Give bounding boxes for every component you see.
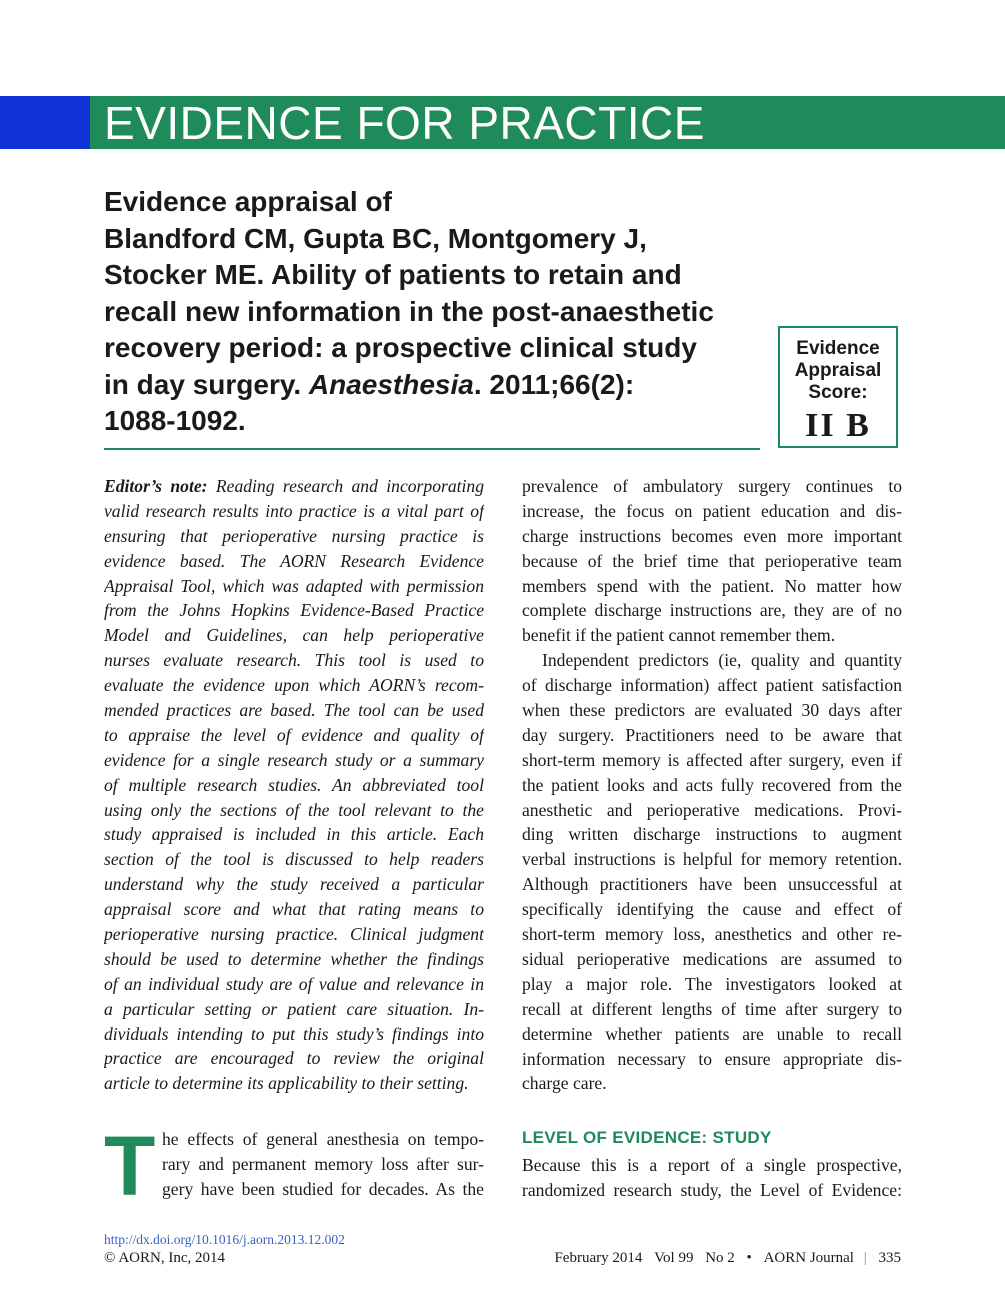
divider: |: [863, 1250, 867, 1266]
text-line: Independent predictors (ie, quality and quantity: [542, 650, 902, 671]
intro-lines: [162, 1127, 484, 1202]
title-text: . 2011;66(2):: [473, 368, 635, 400]
text-line: recall at different lengths of time after surgery to: [522, 998, 902, 1019]
text-line: ding written discharge instructions to augment: [522, 824, 902, 845]
score-label-line: Score:: [808, 382, 868, 403]
text-line: from the Johns Hopkins Evidence-Based Practice: [104, 600, 484, 621]
article-title: [104, 184, 769, 440]
text-line: appraisal score and what that rating means to: [104, 899, 484, 920]
text-line: of discharge information) affect patient satisfaction: [522, 675, 902, 696]
text-line: of multiple research studies. An abbreviated tool: [104, 774, 484, 795]
journal-name: Anaesthesia: [308, 368, 474, 400]
text-line: information necessary to ensure appropriate dis-: [522, 1048, 902, 1069]
text-line: valid research results into practice is a vital part of: [104, 500, 484, 521]
text-line: the patient looks and acts fully recovered from the: [522, 774, 902, 795]
score-label-line: Appraisal: [794, 360, 882, 381]
issue-date: February 2014: [554, 1250, 643, 1266]
bullet-separator: •: [746, 1250, 752, 1266]
text-line: when these predictors are evaluated 30 days after: [522, 700, 902, 721]
journal-name-footer: AORN Journal: [763, 1250, 854, 1266]
banner-title: EVIDENCE FOR PRACTICE: [104, 97, 705, 149]
text-line: of an individual study are of value and relevance in: [104, 973, 484, 994]
page-number: 335: [878, 1250, 901, 1266]
title-line: Blandford CM, Gupta BC, Montgomery J,: [104, 222, 647, 254]
title-line: 1088-1092.: [104, 405, 246, 436]
text-line: complete discharge instructions are, they are of no: [522, 600, 902, 621]
title-text: in day surgery.: [104, 368, 309, 400]
journal-footer: [546, 1250, 901, 1267]
text-line: study appraised is included in this article. Each: [104, 824, 484, 845]
text-line: day surgery. Practitioners need to be aware that: [522, 724, 902, 745]
title-line: Stocker ME. Ability of patients to retain and: [104, 259, 682, 290]
text-line: gery have been studied for decades. As the: [162, 1178, 484, 1199]
paragraph: [522, 648, 902, 1096]
text-line: understand why the study received a particular: [104, 874, 484, 895]
text-line: short-term memory loss, anesthetics and other re-: [522, 924, 902, 945]
score-label: [780, 338, 896, 404]
section-heading: LEVEL OF EVIDENCE: STUDY: [522, 1128, 772, 1147]
banner-accent: [0, 96, 90, 149]
text-line: evaluate the evidence upon which AORN’s recom-: [104, 675, 484, 696]
section-banner: [0, 96, 1005, 149]
text-line: mended practices are based. The tool can be used: [104, 700, 484, 721]
text-line: Appraisal Tool, which was adapted with permission: [104, 575, 484, 596]
volume: Vol 99: [654, 1250, 694, 1266]
text-line: charge instructions becomes even more important: [522, 525, 902, 546]
text-line: Model and Guidelines, can help perioperative: [104, 625, 484, 646]
text-line: determine whether patients are unable to recall: [522, 1023, 902, 1044]
text-line: [104, 474, 484, 499]
title-divider: [104, 448, 760, 450]
drop-cap: T: [104, 1119, 156, 1213]
score-value: II B: [805, 407, 871, 444]
text-line: section of the tool is discussed to help readers: [104, 849, 484, 870]
title-line: Evidence appraisal of: [104, 186, 392, 217]
text-line: specifically identifying the cause and effect of: [522, 899, 902, 920]
text-line: benefit if the patient cannot remember them.: [522, 625, 836, 646]
text-line: ensuring that perioperative nursing practice is: [104, 525, 484, 546]
title-line: [104, 367, 769, 404]
doi-link[interactable]: http://dx.doi.org/10.1016/j.aorn.2013.12.002: [104, 1232, 345, 1247]
level-of-evidence-paragraph: [522, 1153, 902, 1203]
text-line: anesthetic and perioperative medications. Provi-: [522, 799, 902, 820]
text-line: Because this is a report of a single prospective,: [522, 1155, 902, 1175]
title-line: recovery period: a prospective clinical study: [104, 332, 697, 363]
text-line: should be used to determine whether the findings: [104, 948, 484, 969]
text-line: Although practitioners have been unsuccessful at: [522, 874, 902, 895]
text-line: article to determine its applicability to their setting.: [104, 1073, 469, 1094]
title-line: recall new information in the post-anaesthetic: [104, 295, 714, 327]
text-line: verbal instructions is helpful for memory retention.: [522, 849, 902, 870]
text-line: nurses evaluate research. This tool is used to: [104, 650, 484, 671]
text-line: short-term memory is affected after surgery, even if: [522, 749, 902, 770]
text-line: members spend with the patient. No matter how: [522, 575, 902, 596]
text-line: using only the sections of the tool relevant to the: [104, 799, 484, 820]
text-line: evidence for a single research study or a summary: [104, 749, 484, 770]
text-line: prevalence of ambulatory surgery continues to: [522, 476, 902, 496]
evidence-score-box: [778, 326, 898, 448]
text-line: randomized research study, the Level of Evidence:: [522, 1179, 902, 1200]
score-label-line: Evidence: [796, 338, 880, 359]
text-line: increase, the focus on patient education and dis-: [522, 500, 902, 521]
text-line: practice are encouraged to review the original: [104, 1048, 484, 1069]
text-line: to appraise the level of evidence and quality of: [104, 724, 484, 745]
text-line: charge care.: [522, 1073, 607, 1094]
text-line: because of the brief time that perioperative team: [522, 550, 902, 571]
right-column: [522, 474, 902, 1096]
copyright: © AORN, Inc, 2014: [104, 1250, 225, 1266]
text-line: dividuals intending to put this study’s findings into: [104, 1023, 484, 1044]
text-line: evidence based. The AORN Research Evidence: [104, 550, 484, 571]
text-line: perioperative nursing practice. Clinical judgment: [104, 924, 484, 945]
editors-note-label: Editor’s note:: [104, 476, 208, 496]
text-line: sidual perioperative medications are assumed to: [522, 948, 902, 969]
text-line: a particular setting or patient care situation. In-: [104, 998, 484, 1019]
editors-note-text: Reading research and incorporating: [215, 476, 484, 496]
issue-number: No 2: [705, 1250, 735, 1266]
text-line: play a major role. The investigators looked at: [522, 973, 902, 994]
text-line: rary and permanent memory loss after sur-: [162, 1153, 484, 1174]
text-line: he effects of general anesthesia on tempo-: [162, 1129, 484, 1149]
editors-note: [104, 474, 484, 1096]
intro-paragraph: [104, 1119, 484, 1213]
